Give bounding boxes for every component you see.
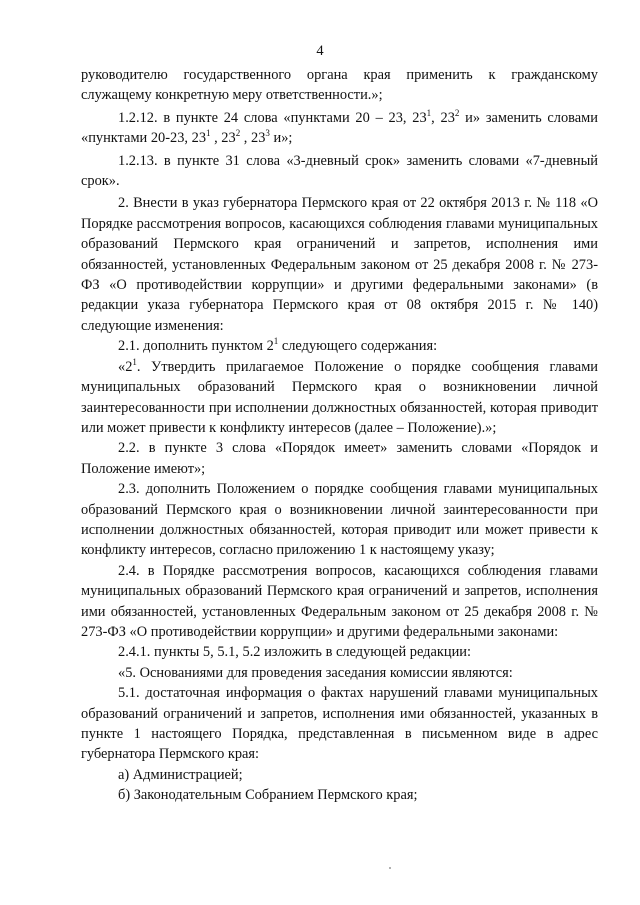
list-item-a: а) Администрацией;	[118, 766, 243, 783]
paragraph-2-4: 2.4. в Порядке рассмотрения вопросов, касающихся соблюдения главами муниципальных образований Пермского края ограничений и запретов, исполнения ими обязанностей, установленных Федеральным законом от 25 декабря 2008 г. № 273-ФЗ «О противодействии коррупции» и другими федеральными законами:	[81, 562, 598, 640]
paragraph-5-1: 5.1. достаточная информация о фактах нарушений главами муниципальных образований ограничений и запретов, исполнения ими обязанностей, указанных в пункте 1 настоящего Порядка, представленная в письменном виде в адрес губернатора Пермского края:	[81, 685, 598, 763]
paragraph-2-3: 2.3. дополнить Положением о порядке сообщения главами муниципальных образований Пермского края о возникновении личной заинтересованности при исполнении должностных обязанностей, которая приводит или может привести к конфликту интересов, согласно приложению 1 к настоящему указу;	[81, 481, 598, 559]
scan-speck	[389, 867, 391, 869]
paragraph-2: 2. Внести в указ губернатора Пермского края от 22 октября 2013 г. № 118 «О Порядке рассмотрения вопросов, касающихся соблюдения главами муниципальных образований Пермского края ограничений и запретов, исполнения ими обязанностей, установленных Федеральным законом от 25 декабря 2008 г. № 273-ФЗ «О противодействии коррупции» и другими федеральными законами» (в редакции указа губернатора Пермского края от 08 октября 2015 г. № 140) следующие изменения:	[81, 195, 598, 334]
paragraph-5: «5. Основаниями для проведения заседания комиссии являются:	[118, 664, 513, 681]
superscript: 2	[454, 107, 460, 118]
paragraph-1-2-12	[81, 108, 598, 149]
text-run: . Утвердить прилагаемое Положение о порядке сообщения главами муниципальных образований Пермского края о возникновении личной заинтересованности при исполнении должностных обязанностей, которая приводит или может привести к конфликту интересов (далее – Положение).»;	[81, 358, 598, 436]
superscript: 1	[426, 107, 432, 118]
text-run: 2.1. дополнить пунктом 2	[118, 338, 274, 355]
superscript: 1	[132, 356, 137, 367]
superscript: 1	[206, 128, 211, 139]
text-run: «2	[118, 358, 133, 375]
text-run: , 23	[210, 130, 236, 147]
page-number: 4	[316, 43, 324, 59]
paragraph-2-4-1: 2.4.1. пункты 5, 5.1, 5.2 изложить в следующей редакции:	[118, 644, 471, 661]
superscript: 2	[235, 128, 241, 139]
document-body	[81, 65, 598, 806]
paragraph-continuation: руководителю государственного органа края применить к гражданскому служащему конкретную меру ответственности.»;	[81, 67, 598, 104]
paragraph-1-2-13: 1.2.13. в пункте 31 слова «3-дневный срок» заменить словами «7-дневный срок».	[81, 152, 598, 190]
text-run: следующего содержания:	[278, 338, 438, 355]
text-run: , 23	[431, 109, 455, 126]
text-run: 1.2.12. в пункте 24 слова «пунктами 20 – 23, 23	[118, 109, 427, 126]
text-run: и»;	[269, 130, 293, 147]
superscript: 1	[273, 336, 279, 347]
text-run: и» заменить словами «пунктами 20-23, 23	[81, 109, 598, 147]
list-item-b: б) Законодательным Собранием Пермского края;	[118, 787, 418, 804]
text-run: , 23	[240, 130, 266, 147]
paragraph-2-1	[81, 336, 598, 356]
paragraph-2-1-quote	[81, 357, 598, 439]
superscript: 3	[265, 128, 270, 139]
paragraph-2-2: 2.2. в пункте 3 слова «Порядок имеет» заменить словами «Порядок и Положение имеют»;	[81, 440, 598, 477]
